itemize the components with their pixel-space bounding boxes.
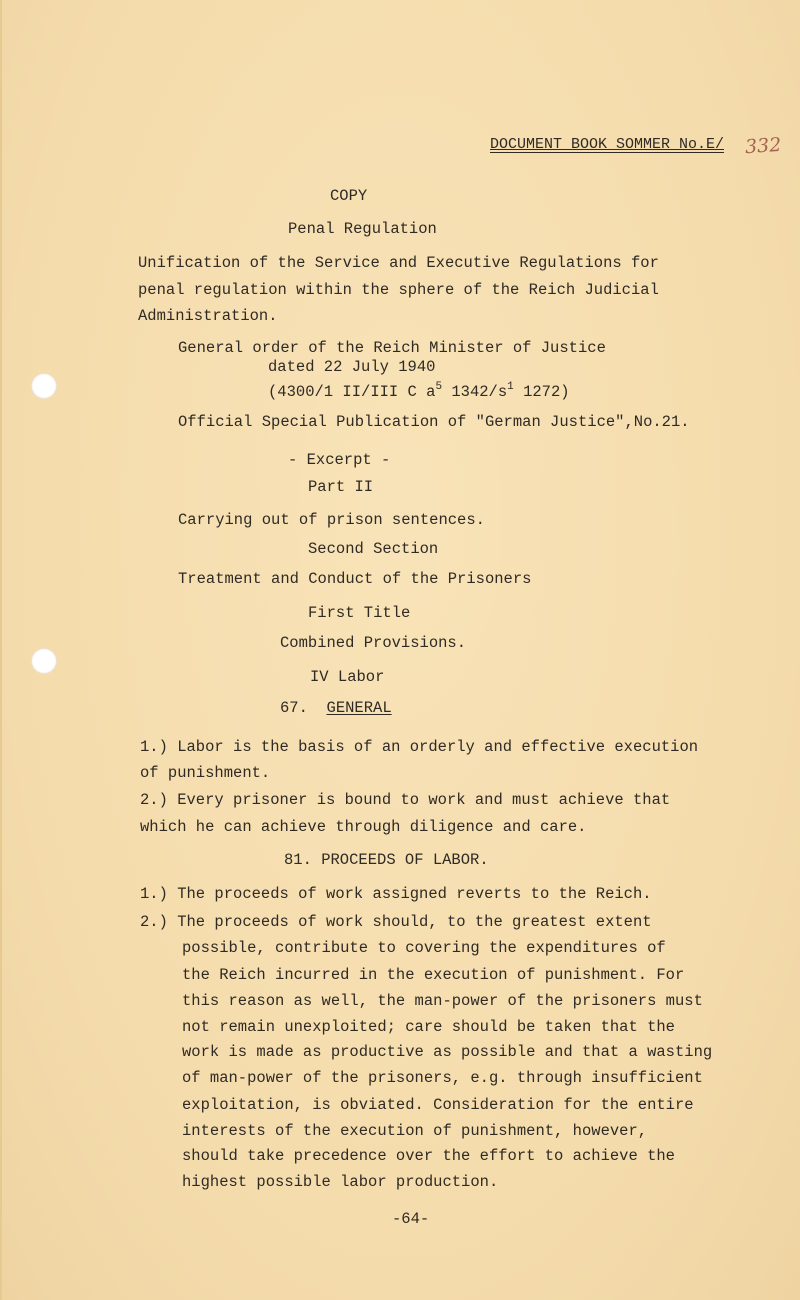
first-title-label: First Title [308,604,411,622]
copy-heading: COPY [330,187,368,205]
binder-hole-top [31,373,57,399]
paragraph-67-line: 2.) Every prisoner is bound to work and must achieve that [140,791,671,809]
paragraph-67-line: 1.) Labor is the basis of an orderly and effective execution [140,738,699,756]
regulation-title: Penal Regulation [288,220,437,238]
reference-part: (4300/1 II/III C a [268,383,436,401]
intro-line: Unification of the Service and Executive Regulations for [138,254,659,272]
excerpt-label: - Excerpt - [288,451,391,469]
section-label: Second Section [308,540,439,558]
paragraph-81-line: not remain unexploited; care should be taken that the [182,1018,675,1036]
paragraph-67-line: which he can achieve through diligence and care. [140,818,587,836]
publication-line: Official Special Publication of "German Justice",No.21. [178,413,690,431]
reference-superscript: 1 [507,381,514,393]
reference-part: 1272) [513,383,570,401]
paragraph-81-line: of man-power of the prisoners, e.g. through insufficient [182,1069,703,1087]
combined-provisions-label: Combined Provisions. [280,634,467,652]
reference-part: 1342/s [442,383,508,401]
treatment-heading: Treatment and Conduct of the Prisoners [178,570,532,588]
paragraph-81-line: highest possible labor production. [182,1173,499,1191]
paragraph-81-line: should take precedence over the effort to achieve the [182,1147,675,1165]
binder-hole-bottom [31,648,57,674]
carrying-out-heading: Carrying out of prison sentences. [178,511,485,529]
paragraph-81-line: this reason as well, the man-power of the prisoners must [182,992,703,1010]
paragraph-81-line: 2.) The proceeds of work should, to the greatest extent [140,913,652,931]
order-line: General order of the Reich Minister of Justice [178,339,606,357]
paragraph-number: 67. [280,699,308,717]
reference-superscript: 5 [435,381,443,393]
paragraph-81-line: work is made as productive as possible and that a wasting [182,1043,713,1061]
paragraph-81-line: interests of the execution of punishment, however, [182,1122,648,1140]
page-number: -64- [392,1210,430,1228]
paragraph-81-line: 1.) The proceeds of work assigned reverts to the Reich. [140,885,652,903]
paragraph-81-heading: 81. PROCEEDS OF LABOR. [284,851,489,869]
part-label: Part II [308,478,374,496]
order-date: dated 22 July 1940 [268,358,436,376]
paragraph-67-line: of punishment. [140,764,271,782]
intro-line: penal regulation within the sphere of the Reich Judicial [138,281,659,299]
paragraph-67-heading [280,699,392,717]
paragraph-title: GENERAL [326,699,392,717]
paragraph-81-line: possible, contribute to covering the expenditures of [182,939,666,957]
page-edge [0,0,2,1300]
handwritten-document-number: 332 [744,133,782,159]
intro-line: Administration. [138,307,278,325]
document-book-label: DOCUMENT BOOK SOMMER No.E/ [490,136,725,153]
paragraph-81-line: exploitation, is obviated. Consideration for the entire [182,1096,694,1114]
labor-heading: IV Labor [310,668,385,686]
paragraph-81-line: the Reich incurred in the execution of punishment. For [182,966,685,984]
order-reference [268,383,570,401]
